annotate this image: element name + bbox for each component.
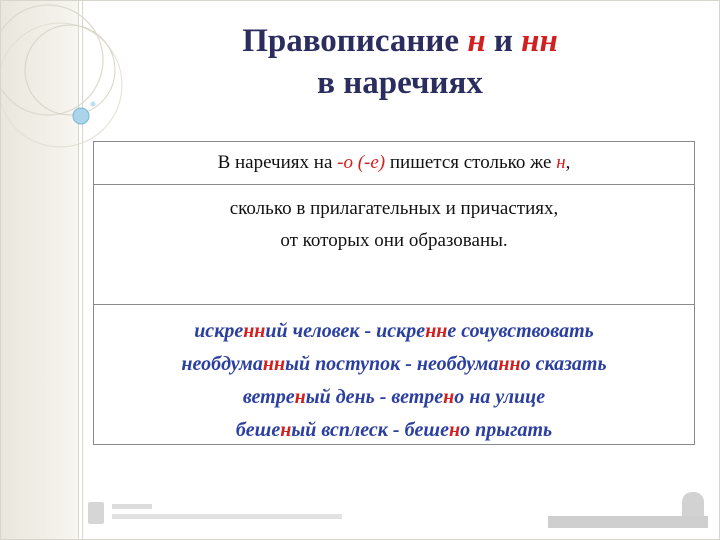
title-line-2: в наречиях [317, 65, 483, 101]
examples-row [94, 304, 694, 444]
rule-row-2 [94, 184, 694, 304]
example-line: ветреный день - ветрено на улице [242, 386, 546, 408]
rule-table [93, 141, 695, 445]
title-accent-n: н [467, 23, 486, 59]
watermark-figure-icon [682, 492, 704, 518]
rule-middle: пишется столько же [389, 152, 552, 173]
watermark-logo-icon [88, 502, 104, 524]
rule-line-1: сколько в прилагательных и причастиях, [229, 198, 559, 219]
watermark-band [548, 516, 708, 528]
example-line: искренний человек - искренне сочувствовать [194, 320, 594, 342]
title-accent-nn: нн [521, 23, 558, 59]
title-line-1 [150, 20, 650, 62]
title-conjunction: и [493, 23, 513, 59]
watermark-text-blur [112, 502, 342, 519]
rule-row-1 [94, 142, 694, 184]
slide-title [150, 20, 650, 104]
rule-end: , [565, 152, 571, 173]
example-line: бешеный всплеск - бешено прыгать [235, 419, 553, 441]
rule-letter: н [556, 152, 566, 173]
rule-line-2: от которых они образованы. [280, 230, 508, 251]
footer-watermark-right [548, 492, 710, 532]
rule-suffix: -о (-е) [337, 152, 386, 173]
example-line: необдуманный поступок - необдуманно сказать [181, 353, 607, 375]
footer-watermark-left [88, 502, 342, 530]
title-word: Правописание [242, 23, 460, 59]
rule-prefix: В наречиях на [217, 152, 333, 173]
